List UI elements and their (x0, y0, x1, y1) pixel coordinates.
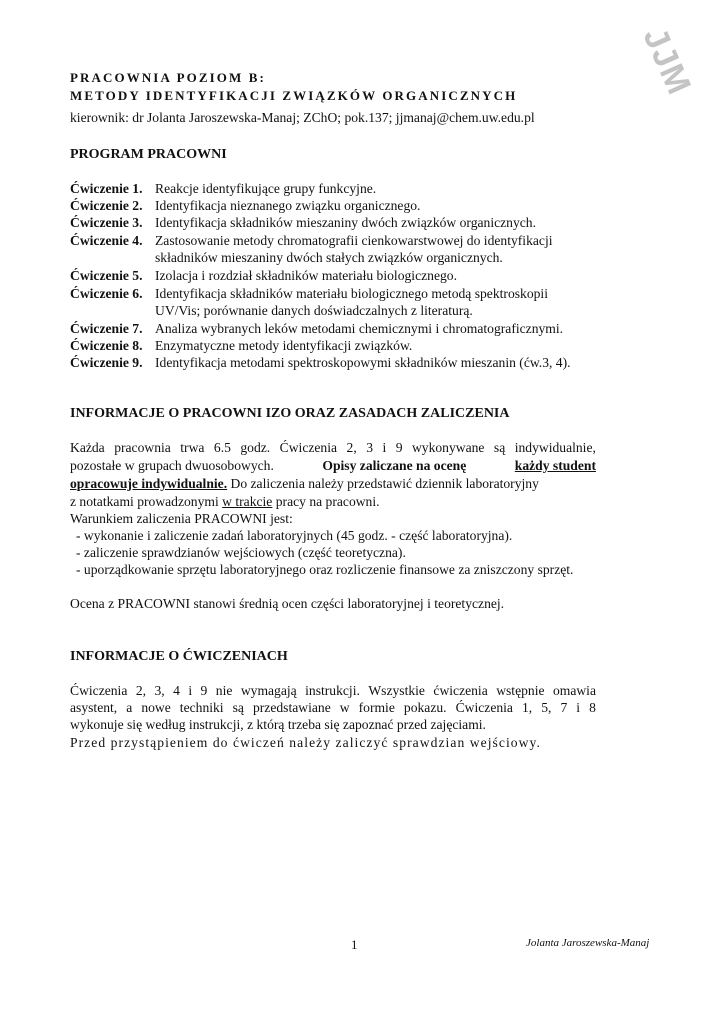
paragraph-word: są (232, 700, 244, 715)
paragraph-word: ćwiczenia (433, 683, 488, 698)
paragraph-word: Wszystkie (368, 683, 425, 698)
paragraph-word: w (339, 700, 350, 715)
exercise-description: Enzymatyczne metody identyfikacji związków. (155, 338, 413, 353)
info-paragraph-line3 (70, 476, 596, 492)
paragraph-word: omawia (552, 683, 596, 698)
paragraph-word: 9 (395, 440, 403, 455)
info-conditions-intro: Warunkiem zaliczenia PRACOWNI jest: (70, 511, 293, 526)
info-paragraph-line1 (70, 440, 596, 456)
info-text: pozostałe w grupach dwuosobowych. (70, 458, 274, 473)
paragraph-word: wykonywane (411, 440, 485, 455)
paragraph-word: 8 (589, 700, 596, 715)
exercise-label: Ćwiczenie 3. (70, 215, 143, 230)
paragraph-word: trwa (180, 440, 205, 455)
page-number: 1 (351, 937, 358, 952)
paragraph-word: 2, (135, 683, 147, 698)
cwiczenia-paragraph-line1 (70, 683, 596, 699)
paragraph-word: techniki (179, 700, 224, 715)
paragraph-word: i (576, 700, 581, 715)
paragraph-word: nie (215, 683, 233, 698)
info-condition-item: - wykonanie i zaliczenie zadań laboratoryjnych (45 godz. - część laboratoryjna). (76, 528, 513, 543)
paragraph-word: 3 (366, 440, 373, 455)
paragraph-word: instrukcji. (305, 683, 360, 698)
paragraph-word: 1, (522, 700, 533, 715)
exercise-label: Ćwiczenie 7. (70, 321, 143, 336)
exercise-description: Identyfikacja nieznanego związku organicznego. (155, 198, 421, 213)
exercise-description: Identyfikacja składników materiału biologicznego metodą spektroskopii (155, 286, 548, 301)
exercise-description: UV/Vis; porównanie danych doświadczalnych z literaturą. (155, 303, 473, 318)
exercise-label: Ćwiczenie 4. (70, 233, 143, 248)
info-condition-item: - zaliczenie sprawdzianów wejściowych (część teoretyczna). (76, 545, 406, 560)
exercise-description: Zastosowanie metody chromatografii cienkowarstwowej do identyfikacji (155, 233, 553, 248)
paragraph-word: pracownia (114, 440, 171, 455)
info-paragraph-line4 (70, 494, 380, 510)
paragraph-word: przedstawiane (252, 700, 331, 715)
paragraph-word: i (188, 683, 193, 698)
paragraph-word: wstępnie (496, 683, 545, 698)
paragraph-word: a (126, 700, 133, 715)
paragraph-word: i (382, 440, 387, 455)
footer-author: Jolanta Jaroszewska-Manaj (526, 937, 650, 949)
exercise-description: Izolacja i rozdział składników materiału biologicznego. (155, 268, 457, 283)
paragraph-word: pokazu. (403, 700, 447, 715)
info-text: z notatkami prowadzonymi (70, 494, 223, 509)
document-title-line2: METODY IDENTYFIKACJI ZWIĄZKÓW ORGANICZNYCH (70, 88, 518, 103)
watermark-initials: JJM (635, 21, 699, 101)
paragraph-word: godz. (240, 440, 271, 455)
info-text: Do zaliczenia należy przedstawić dziennik laboratoryjny (227, 476, 539, 491)
paragraph-word: indywidualnie, (514, 440, 596, 455)
info-grade-note: Ocena z PRACOWNI stanowi średnią ocen części laboratoryjnej i teoretycznej. (70, 596, 505, 611)
paragraph-word: 4 (173, 683, 180, 698)
paragraph-word: nowe (141, 700, 171, 715)
paragraph-word: wymagają (240, 683, 297, 698)
paragraph-word: Ćwiczenia (70, 683, 128, 698)
paragraph-word: 9 (200, 683, 208, 698)
document-title-line1: PRACOWNIA POZIOM B: (70, 70, 266, 85)
exercise-description: Identyfikacja składników mieszaniny dwóch związków organicznych. (155, 215, 537, 230)
cwiczenia-heading: INFORMACJE O ĆWICZENIACH (70, 649, 288, 664)
info-bold-underlined-text: opracowuje indywidualnie. (70, 476, 228, 491)
info-paragraph-line2 (70, 458, 596, 474)
info-heading: INFORMACJE O PRACOWNI IZO ORAZ ZASADACH ZALICZENIA (70, 406, 510, 421)
cwiczenia-paragraph-line2 (70, 700, 596, 716)
program-heading: PROGRAM PRACOWNI (70, 147, 227, 162)
exercise-label: Ćwiczenie 9. (70, 355, 143, 370)
paragraph-word: Ćwiczenia (455, 700, 513, 715)
exercise-label: Ćwiczenie 2. (70, 198, 143, 213)
exercise-description: składników mieszaniny dwóch stałych związków organicznych. (155, 250, 503, 265)
info-condition-item: - uporządkowanie sprzętu laboratoryjnego oraz rozliczenie finansowe za zniszczony sprzęt. (76, 562, 574, 577)
paragraph-word: asystent, (70, 700, 118, 715)
paragraph-word: 6.5 (213, 440, 231, 455)
paragraph-word: 5, (541, 700, 552, 715)
exercise-description: Analiza wybranych leków metodami chemicznymi i chromatograficznymi. (155, 321, 564, 336)
paragraph-word: 7 (560, 700, 568, 715)
exercise-description: Reakcje identyfikujące grupy funkcyjne. (155, 181, 377, 196)
paragraph-word: 2, (346, 440, 357, 455)
info-text: pracy na pracowni. (272, 494, 380, 509)
paragraph-word: są (493, 440, 506, 455)
cwiczenia-paragraph-line3: wykonuje się według instrukcji, z którą trzeba się zapoznać przed zajęciami. (70, 717, 486, 732)
paragraph-word: 3, (154, 683, 165, 698)
paragraph-word: formie (358, 700, 395, 715)
exercise-description: Identyfikacja metodami spektroskopowymi składników mieszanin (ćw.3, 4). (155, 355, 571, 370)
exercise-label: Ćwiczenie 1. (70, 181, 143, 196)
info-underlined-text: w trakcie (222, 494, 273, 509)
paragraph-word: Ćwiczenia (279, 440, 338, 455)
exercise-label: Ćwiczenie 5. (70, 268, 143, 283)
kierownik-line: kierownik: dr Jolanta Jaroszewska-Manaj; ZChO; pok.137; jjmanaj@chem.uw.edu.pl (70, 110, 535, 125)
info-bold-text: Opisy zaliczane na ocenę (322, 458, 467, 473)
exercise-label: Ćwiczenie 6. (70, 286, 143, 301)
info-bold-underlined-text: każdy student (514, 458, 596, 473)
paragraph-word: Każda (70, 440, 105, 455)
cwiczenia-paragraph-line4: Przed przystąpieniem do ćwiczeń należy zaliczyć sprawdzian wejściowy. (70, 735, 541, 750)
exercise-label: Ćwiczenie 8. (70, 338, 143, 353)
